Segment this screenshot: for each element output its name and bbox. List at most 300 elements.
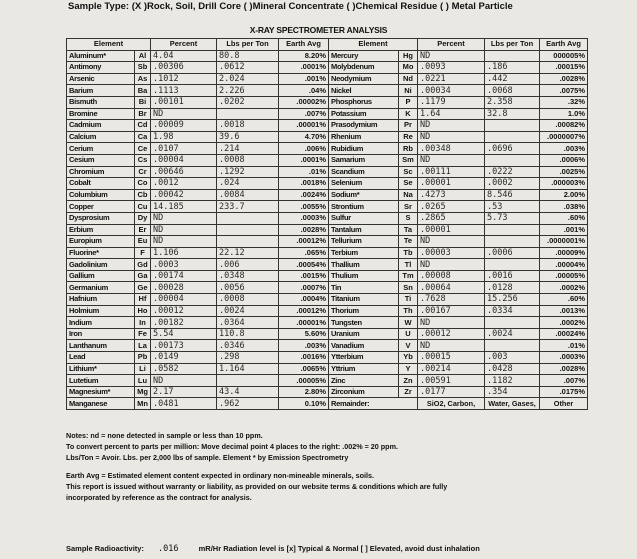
- element-name-left: Calcium: [67, 131, 135, 143]
- earth-avg-value-right: .0075%: [540, 85, 588, 97]
- element-name-left: Lanthanum: [67, 340, 135, 352]
- element-symbol-left: Pb: [135, 352, 151, 364]
- lbs-per-ton-value-left: .1292: [217, 166, 279, 178]
- lbs-per-ton-value-right: .0128: [485, 282, 540, 294]
- element-symbol-left: Dy: [135, 212, 151, 224]
- percent-value: .0481: [151, 398, 217, 410]
- percent-value-left: ND: [151, 236, 217, 248]
- earth-avg-value-left: .0018%: [279, 178, 329, 190]
- percent-value-right: .0265: [418, 201, 485, 213]
- element-name: Manganese: [67, 398, 135, 410]
- percent-value-left: .0003: [151, 259, 217, 271]
- percent-value-right: .00003: [418, 247, 485, 259]
- element-name-right: Vanadium: [329, 340, 399, 352]
- element-name-left: Indium: [67, 317, 135, 329]
- element-name-right: Zirconium: [329, 386, 399, 398]
- earth-avg-value-left: 4.70%: [279, 131, 329, 143]
- element-symbol: Mn: [135, 398, 151, 410]
- element-symbol-left: Bi: [135, 96, 151, 108]
- earth-avg-value-right: .000003%: [540, 178, 588, 190]
- percent-value-left: 4.04: [151, 50, 217, 62]
- notes-warranty: This report is issued without warranty or liability, as provided on our website terms & conditions which are fully: [66, 482, 448, 491]
- earth-avg-value-left: .00001%: [279, 120, 329, 132]
- lbs-per-ton-value-right: .0016: [485, 270, 540, 282]
- element-name-right: Terbium: [329, 247, 399, 259]
- earth-avg-value-left: .0004%: [279, 294, 329, 306]
- percent-value-right: .00591: [418, 375, 485, 387]
- element-symbol-right: Nd: [399, 73, 418, 85]
- table-row: [67, 270, 588, 282]
- earth-avg-value-left: 8.20%: [279, 50, 329, 62]
- percent-value-left: .00646: [151, 166, 217, 178]
- earth-avg-value-left: .0028%: [279, 224, 329, 236]
- lbs-per-ton-value-left: [217, 375, 279, 387]
- earth-avg-value-left: .00002%: [279, 96, 329, 108]
- element-symbol-right: Tb: [399, 247, 418, 259]
- lbs-per-ton-value-right: [485, 50, 540, 62]
- lbs-per-ton-value-right: 5.73: [485, 212, 540, 224]
- element-name-right: Neodymium: [329, 73, 399, 85]
- table-row: [67, 247, 588, 259]
- earth-avg-value-right: .0000007%: [540, 131, 588, 143]
- element-name-left: Hafnium: [67, 294, 135, 306]
- percent-value-left: .0012: [151, 178, 217, 190]
- earth-avg-value-left: .00054%: [279, 259, 329, 271]
- earth-avg-value-left: .001%: [279, 73, 329, 85]
- element-name-left: Iron: [67, 328, 135, 340]
- earth-avg-value-right: .0028%: [540, 73, 588, 85]
- percent-value-right: .00001: [418, 178, 485, 190]
- table-row: [67, 143, 588, 155]
- earth-avg-value-right: 000005%: [540, 50, 588, 62]
- earth-avg-value-left: .0065%: [279, 363, 329, 375]
- table-row: [67, 166, 588, 178]
- element-symbol-right: Sc: [399, 166, 418, 178]
- element-name-right: Strontium: [329, 201, 399, 213]
- element-symbol-right: U: [399, 328, 418, 340]
- remainder-lbs: Water, Gases,: [485, 398, 540, 410]
- element-name-right: Thorium: [329, 305, 399, 317]
- element-symbol-right: Ta: [399, 224, 418, 236]
- lbs-per-ton-value-left: [217, 224, 279, 236]
- element-name-left: Magnesium*: [67, 386, 135, 398]
- table-row: [67, 282, 588, 294]
- percent-value-right: .2865: [418, 212, 485, 224]
- notes-earth-avg: Earth Avg = Estimated element content expected in ordinary non-mineable minerals, soils.: [66, 471, 375, 480]
- lbs-per-ton-value-left: .0018: [217, 120, 279, 132]
- header-element-left: Element: [67, 39, 151, 51]
- table-row: [67, 328, 588, 340]
- element-symbol-right: P: [399, 96, 418, 108]
- percent-value-left: 1.106: [151, 247, 217, 259]
- table-row: [67, 236, 588, 248]
- element-symbol-left: Ge: [135, 282, 151, 294]
- earth-avg-value-left: .0001%: [279, 154, 329, 166]
- element-symbol-right: Ni: [399, 85, 418, 97]
- earth-avg-value-left: 5.60%: [279, 328, 329, 340]
- lbs-per-ton-value-left: 2.226: [217, 85, 279, 97]
- lbs-per-ton-value-right: 15.256: [485, 294, 540, 306]
- element-symbol-right: Re: [399, 131, 418, 143]
- earth-avg-value-right: .0025%: [540, 166, 588, 178]
- element-symbol-right: Te: [399, 236, 418, 248]
- element-name-left: Bromine: [67, 108, 135, 120]
- earth-avg-value-right: .00005%: [540, 270, 588, 282]
- percent-value-left: .00182: [151, 317, 217, 329]
- lbs-per-ton-value-left: .006: [217, 259, 279, 271]
- table-row: [67, 386, 588, 398]
- lbs-per-ton-value-right: .0068: [485, 85, 540, 97]
- earth-avg-value-right: 1.0%: [540, 108, 588, 120]
- element-name-right: Tungsten: [329, 317, 399, 329]
- element-symbol-left: Co: [135, 178, 151, 190]
- element-name-left: Erbium: [67, 224, 135, 236]
- element-name-right: Prasodymium: [329, 120, 399, 132]
- percent-value-right: .00012: [418, 328, 485, 340]
- element-symbol-right: Na: [399, 189, 418, 201]
- table-row: [67, 189, 588, 201]
- header-lbs-left: Lbs per Ton: [217, 39, 279, 51]
- earth-avg-value-left: .00005%: [279, 375, 329, 387]
- lbs-per-ton-value-left: .024: [217, 178, 279, 190]
- earth-avg-value-left: .04%: [279, 85, 329, 97]
- percent-value-right: .00034: [418, 85, 485, 97]
- percent-value-right: .0177: [418, 386, 485, 398]
- earth-avg-value: 0.10%: [279, 398, 329, 410]
- table-row: [67, 120, 588, 132]
- notes-lbs-ton: Lbs/Ton = Avoir. Lbs. per 2,000 lbs of sample. Element * by Emission Spectrometry: [66, 453, 349, 462]
- lbs-per-ton-value-right: [485, 317, 540, 329]
- lbs-per-ton-value-right: .53: [485, 201, 540, 213]
- lbs-per-ton-value-left: 43.4: [217, 386, 279, 398]
- element-name-right: Yttrium: [329, 363, 399, 375]
- earth-avg-value-right: 2.00%: [540, 189, 588, 201]
- lbs-per-ton-value-left: 110.8: [217, 328, 279, 340]
- element-name-right: Sulfur: [329, 212, 399, 224]
- radioactivity-value: .016: [158, 544, 179, 554]
- lbs-per-ton-value-right: [485, 131, 540, 143]
- earth-avg-value-right: .32%: [540, 96, 588, 108]
- lbs-per-ton-value-left: .0612: [217, 62, 279, 74]
- earth-avg-value-left: .0003%: [279, 212, 329, 224]
- lbs-per-ton-value-left: [217, 108, 279, 120]
- element-name-right: Tellurium: [329, 236, 399, 248]
- analysis-table: [66, 38, 588, 410]
- table-row: [67, 294, 588, 306]
- percent-value-left: .00306: [151, 62, 217, 74]
- table-row: [67, 154, 588, 166]
- element-symbol-left: Hf: [135, 294, 151, 306]
- element-name-left: Dysprosium: [67, 212, 135, 224]
- percent-value-left: .0582: [151, 363, 217, 375]
- table-row: [67, 201, 588, 213]
- notes-nd: Notes: nd = none detected in sample or less than 10 ppm.: [66, 431, 263, 440]
- percent-value-right: .1179: [418, 96, 485, 108]
- element-symbol-left: Cs: [135, 154, 151, 166]
- element-symbol-left: Cd: [135, 120, 151, 132]
- lbs-per-ton-value-right: .0428: [485, 363, 540, 375]
- element-name-right: Ytterbium: [329, 352, 399, 364]
- lbs-per-ton-value-right: [485, 340, 540, 352]
- lbs-per-ton-value-left: .0364: [217, 317, 279, 329]
- header-element-right: Element: [329, 39, 418, 51]
- percent-value-left: .00101: [151, 96, 217, 108]
- element-symbol-right: Y: [399, 363, 418, 375]
- lbs-per-ton-value-left: 1.164: [217, 363, 279, 375]
- earth-avg-value-right: .0000001%: [540, 236, 588, 248]
- lbs-per-ton-value-right: [485, 259, 540, 271]
- earth-avg-value-right: .007%: [540, 375, 588, 387]
- element-symbol-right: Tl: [399, 259, 418, 271]
- element-symbol-left: Br: [135, 108, 151, 120]
- lbs-per-ton-value-right: 8.546: [485, 189, 540, 201]
- element-symbol-left: Lu: [135, 375, 151, 387]
- lbs-per-ton-value-left: 80.8: [217, 50, 279, 62]
- earth-avg-value-left: .007%: [279, 108, 329, 120]
- earth-avg-value-right: .01%: [540, 340, 588, 352]
- lbs-per-ton-value-right: .0006: [485, 247, 540, 259]
- table-row: [67, 96, 588, 108]
- earth-avg-value-left: .0024%: [279, 189, 329, 201]
- element-symbol-left: Sb: [135, 62, 151, 74]
- percent-value-right: ND: [418, 154, 485, 166]
- lbs-per-ton-value-left: [217, 236, 279, 248]
- lbs-per-ton-value-right: .1182: [485, 375, 540, 387]
- percent-value-left: 5.54: [151, 328, 217, 340]
- percent-value-right: .00064: [418, 282, 485, 294]
- lbs-per-ton-value-right: .186: [485, 62, 540, 74]
- percent-value-left: ND: [151, 375, 217, 387]
- lbs-per-ton-value-left: .0056: [217, 282, 279, 294]
- element-symbol-right: Sm: [399, 154, 418, 166]
- percent-value-right: .00008: [418, 270, 485, 282]
- element-name-left: Bismuth: [67, 96, 135, 108]
- lbs-per-ton-value-right: .0024: [485, 328, 540, 340]
- element-symbol-left: Ga: [135, 270, 151, 282]
- earth-avg-value-right: .00082%: [540, 120, 588, 132]
- element-symbol-left: Li: [135, 363, 151, 375]
- notes-section: [66, 430, 626, 503]
- lbs-per-ton-value-right: 2.358: [485, 96, 540, 108]
- lbs-per-ton-value-left: .0024: [217, 305, 279, 317]
- header-lbs-right: Lbs per Ton: [485, 39, 540, 51]
- lbs-per-ton-value-left: .0202: [217, 96, 279, 108]
- element-name-right: Selenium: [329, 178, 399, 190]
- percent-value-left: .00173: [151, 340, 217, 352]
- element-name-right: Tantalum: [329, 224, 399, 236]
- percent-value-left: .00028: [151, 282, 217, 294]
- table-row: [67, 305, 588, 317]
- element-symbol-left: Ho: [135, 305, 151, 317]
- percent-value-right: .4273: [418, 189, 485, 201]
- table-row: [67, 131, 588, 143]
- element-name-left: Fluorine*: [67, 247, 135, 259]
- percent-value-right: .00111: [418, 166, 485, 178]
- earth-avg-value-left: .00012%: [279, 305, 329, 317]
- lbs-per-ton-value-left: .214: [217, 143, 279, 155]
- lbs-per-ton-value-right: [485, 236, 540, 248]
- lbs-per-ton-value-right: [485, 120, 540, 132]
- element-symbol-right: Zr: [399, 386, 418, 398]
- element-symbol-left: Fe: [135, 328, 151, 340]
- table-row: [67, 178, 588, 190]
- table-row: [67, 317, 588, 329]
- percent-value-left: ND: [151, 108, 217, 120]
- table-body: [67, 50, 588, 409]
- table-row: [67, 73, 588, 85]
- lbs-per-ton-value-left: .298: [217, 352, 279, 364]
- element-symbol-right: Mo: [399, 62, 418, 74]
- earth-avg-value-left: .0007%: [279, 282, 329, 294]
- percent-value-right: .0093: [418, 62, 485, 74]
- element-name-left: Germanium: [67, 282, 135, 294]
- table-row: [67, 62, 588, 74]
- table-row: [67, 224, 588, 236]
- percent-value-left: .0149: [151, 352, 217, 364]
- header-percent-right: Percent: [418, 39, 485, 51]
- percent-value-left: .00009: [151, 120, 217, 132]
- element-name-right: Mercury: [329, 50, 399, 62]
- earth-avg-value-right: .00004%: [540, 259, 588, 271]
- element-symbol-right: Ti: [399, 294, 418, 306]
- percent-value-right: ND: [418, 236, 485, 248]
- element-symbol-right: Sn: [399, 282, 418, 294]
- remainder-label: Remainder:: [329, 398, 418, 410]
- element-symbol-left: Al: [135, 50, 151, 62]
- lbs-per-ton-value-right: .442: [485, 73, 540, 85]
- table-row-last: [67, 398, 588, 410]
- element-symbol-left: La: [135, 340, 151, 352]
- element-name-left: Lithium*: [67, 363, 135, 375]
- notes-ppm: To convert percent to parts per million: Move decimal point 4 places to the right: .002% = 20 ppm.: [66, 442, 398, 451]
- lbs-per-ton-value-left: 22.12: [217, 247, 279, 259]
- table-row: [67, 212, 588, 224]
- table-row: [67, 108, 588, 120]
- lbs-per-ton-value-right: .0696: [485, 143, 540, 155]
- lbs-per-ton-value-left: 233.7: [217, 201, 279, 213]
- element-name-left: Gallium: [67, 270, 135, 282]
- earth-avg-value-left: .0015%: [279, 270, 329, 282]
- percent-value-right: .00001: [418, 224, 485, 236]
- element-name-left: Cesium: [67, 154, 135, 166]
- element-symbol-right: S: [399, 212, 418, 224]
- element-name-right: Titanium: [329, 294, 399, 306]
- element-symbol-right: Yb: [399, 352, 418, 364]
- earth-avg-value-left: 2.80%: [279, 386, 329, 398]
- element-name-left: Cerium: [67, 143, 135, 155]
- percent-value-left: 1.98: [151, 131, 217, 143]
- element-name-right: Zinc: [329, 375, 399, 387]
- lbs-per-ton-value-right: .0334: [485, 305, 540, 317]
- table-row: [67, 363, 588, 375]
- earth-avg-value-right: .001%: [540, 224, 588, 236]
- percent-value-right: .00348: [418, 143, 485, 155]
- earth-avg-value-right: .0175%: [540, 386, 588, 398]
- element-symbol-left: Ba: [135, 85, 151, 97]
- earth-avg-value-right: .0003%: [540, 352, 588, 364]
- element-symbol-left: Ca: [135, 131, 151, 143]
- lbs-per-ton-value-right: .0222: [485, 166, 540, 178]
- lbs-per-ton-value-left: .0008: [217, 154, 279, 166]
- element-symbol-right: Sr: [399, 201, 418, 213]
- earth-avg-value-right: .60%: [540, 294, 588, 306]
- earth-avg-value-right: .0002%: [540, 282, 588, 294]
- element-symbol-left: Cu: [135, 201, 151, 213]
- element-name-right: Phosphorus: [329, 96, 399, 108]
- element-name-right: Scandium: [329, 166, 399, 178]
- element-symbol-right: Rb: [399, 143, 418, 155]
- element-name-left: Antimony: [67, 62, 135, 74]
- lbs-per-ton-value-left: .0346: [217, 340, 279, 352]
- element-name-right: Samarium: [329, 154, 399, 166]
- earth-avg-value-right: .00009%: [540, 247, 588, 259]
- percent-value-left: .1113: [151, 85, 217, 97]
- lbs-per-ton-value-left: 2.024: [217, 73, 279, 85]
- percent-value-left: .1012: [151, 73, 217, 85]
- percent-value-left: .00004: [151, 294, 217, 306]
- percent-value-left: .00174: [151, 270, 217, 282]
- sample-type-line: Sample Type: (X )Rock, Soil, Drill Core ( )Mineral Concentrate ( )Chemical Residue ( ) Metal Particle: [68, 1, 513, 12]
- percent-value-right: ND: [418, 317, 485, 329]
- element-name-left: Holmium: [67, 305, 135, 317]
- header-avg-right: Earth Avg: [540, 39, 588, 51]
- element-name-right: Uranium: [329, 328, 399, 340]
- element-symbol-left: In: [135, 317, 151, 329]
- lbs-per-ton-value-left: .0348: [217, 270, 279, 282]
- earth-avg-value-left: .065%: [279, 247, 329, 259]
- lbs-per-ton-value-right: [485, 224, 540, 236]
- element-symbol-left: As: [135, 73, 151, 85]
- percent-value-right: ND: [418, 340, 485, 352]
- earth-avg-value-left: .01%: [279, 166, 329, 178]
- header-avg-left: Earth Avg: [279, 39, 329, 51]
- table-row: [67, 340, 588, 352]
- lbs-per-ton-value-left: 39.6: [217, 131, 279, 143]
- element-symbol-left: Ce: [135, 143, 151, 155]
- lbs-per-ton-value-left: .0008: [217, 294, 279, 306]
- percent-value-left: ND: [151, 224, 217, 236]
- percent-value-right: ND: [418, 259, 485, 271]
- element-name-right: Molybdenum: [329, 62, 399, 74]
- earth-avg-value-left: .0016%: [279, 352, 329, 364]
- earth-avg-value-left: .0055%: [279, 201, 329, 213]
- element-symbol-right: Zn: [399, 375, 418, 387]
- header-percent-left: Percent: [151, 39, 217, 51]
- percent-value-right: .00167: [418, 305, 485, 317]
- earth-avg-value-right: .0028%: [540, 363, 588, 375]
- element-name-left: Barium: [67, 85, 135, 97]
- table-row: [67, 352, 588, 364]
- percent-value-right: .0221: [418, 73, 485, 85]
- table-header-row: [67, 39, 588, 51]
- earth-avg-value-left: .00012%: [279, 236, 329, 248]
- sample-radioactivity: [66, 544, 480, 554]
- earth-avg-value-left: .006%: [279, 143, 329, 155]
- element-symbol-right: Se: [399, 178, 418, 190]
- lbs-per-ton-value-left: .0084: [217, 189, 279, 201]
- lbs-per-ton-value-right: .003: [485, 352, 540, 364]
- earth-avg-value-right: .003%: [540, 143, 588, 155]
- element-name-right: Rhenium: [329, 131, 399, 143]
- radioactivity-label: Sample Radioactivity:: [66, 544, 144, 553]
- element-name-left: Lead: [67, 352, 135, 364]
- element-name-left: Lutetium: [67, 375, 135, 387]
- element-name-right: Potassium: [329, 108, 399, 120]
- element-name-left: Gadolinium: [67, 259, 135, 271]
- lbs-per-ton-value-left: [217, 212, 279, 224]
- percent-value-left: ND: [151, 212, 217, 224]
- element-symbol-left: F: [135, 247, 151, 259]
